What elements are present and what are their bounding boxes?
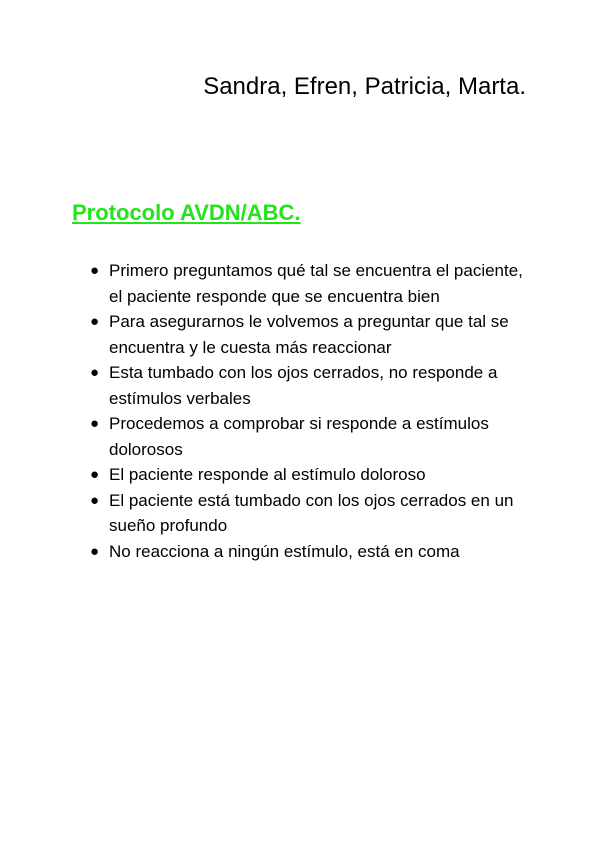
bullet-icon: ● bbox=[90, 364, 100, 381]
list-item-text: No reacciona a ningún estímulo, está en coma bbox=[109, 541, 460, 561]
list-item bbox=[90, 258, 530, 309]
list-item-text: El paciente está tumbado con los ojos cerrados en un sueño profundo bbox=[109, 490, 514, 535]
list-item-text: Esta tumbado con los ojos cerrados, no responde a estímulos verbales bbox=[109, 363, 498, 408]
list-item-text: Para asegurarnos le volvemos a preguntar que tal se encuentra y le cuesta más reaccionar bbox=[109, 312, 509, 357]
list-item bbox=[90, 360, 530, 411]
bullet-icon: ● bbox=[90, 262, 100, 279]
list-item bbox=[90, 411, 530, 462]
list-item-text: El paciente responde al estímulo doloroso bbox=[109, 465, 426, 484]
bullet-icon: ● bbox=[90, 491, 100, 509]
bullet-icon: ● bbox=[90, 542, 100, 560]
list-item-text: Procedemos a comprobar si responde a estímulos dolorosos bbox=[109, 414, 489, 459]
list-item bbox=[90, 539, 530, 565]
list-item-text: Primero preguntamos qué tal se encuentra el paciente, el paciente responde que se encuentra bien bbox=[109, 261, 523, 306]
list-item bbox=[90, 309, 530, 360]
bullet-icon: ● bbox=[90, 415, 100, 432]
authors-line: Sandra, Efren, Patricia, Marta. bbox=[203, 73, 526, 100]
bullet-icon: ● bbox=[90, 466, 100, 483]
list-item bbox=[90, 462, 530, 488]
list-item bbox=[90, 488, 530, 539]
document-title: Protocolo AVDN/ABC. bbox=[72, 200, 301, 225]
bullet-icon: ● bbox=[90, 313, 100, 330]
protocol-steps-list bbox=[90, 258, 530, 564]
